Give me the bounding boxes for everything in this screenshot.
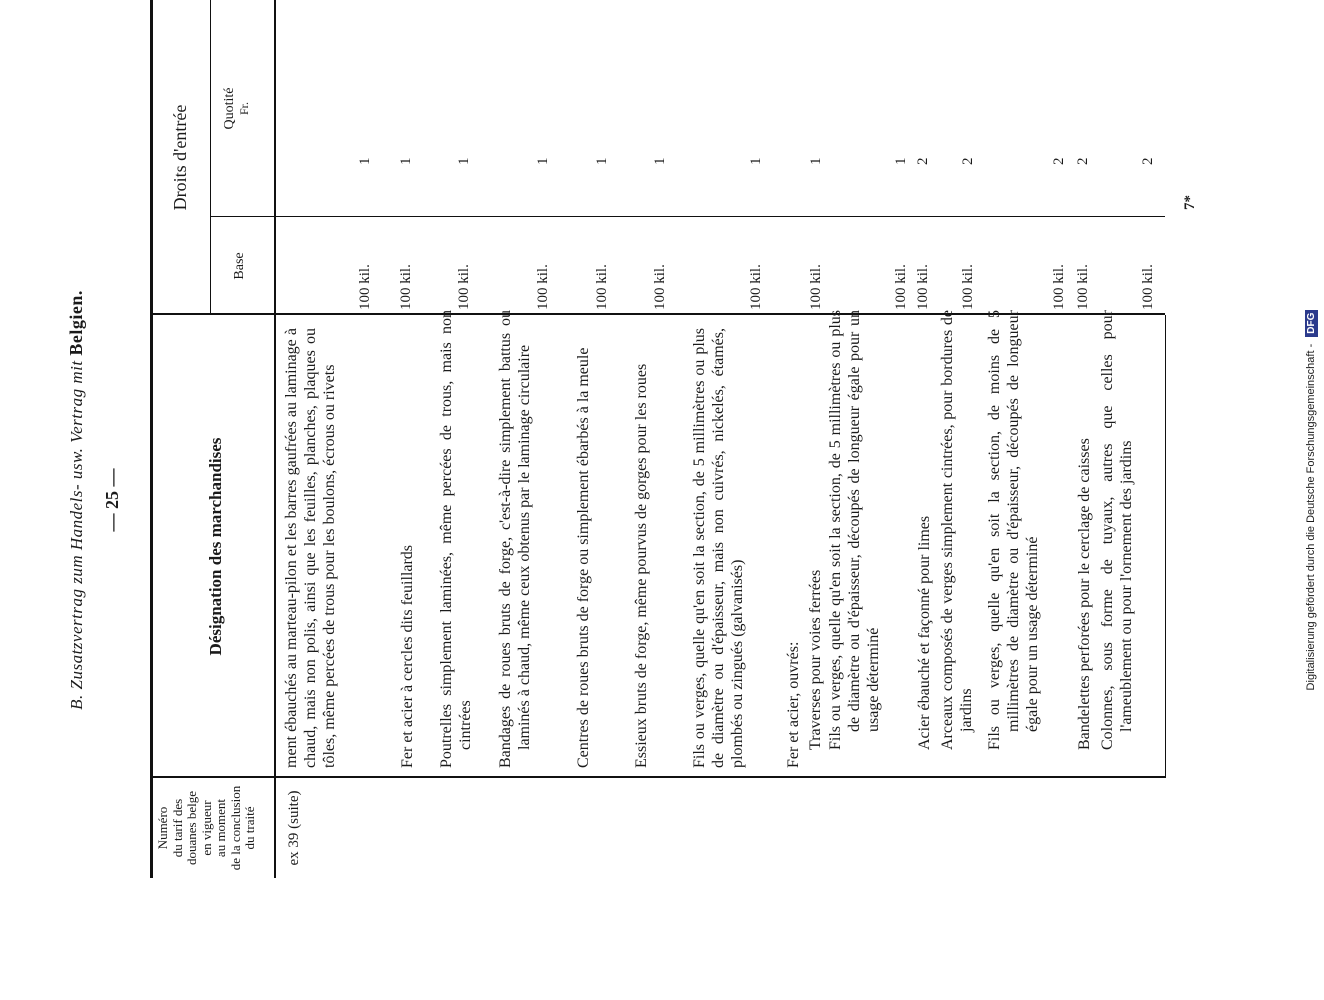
table-row-base: 100 kil. [808,264,824,310]
table-row-base: 100 kil. [1051,264,1067,310]
table-row-designation: Poutrelles simplement laminées, même percées de trous, mais non cintrées [438,310,474,768]
digitization-credit [1305,0,1318,1000]
header-line: de la conclusion [227,785,243,871]
header-line: en vigueur [198,800,214,856]
table-row-designation: Fils ou verges, quelle qu'en soit la section, de 5 millimètres ou plus de diamètre ou d'épaisseur, découpés de longueur égale pour un usage déterminé [827,310,882,750]
table-row-quotite: 2 [915,157,931,165]
table-row-base: 100 kil. [398,264,414,310]
table-row-base: 100 kil. [915,264,931,310]
table-row-base: 100 kil. [1140,264,1156,310]
table-row-base: 100 kil. [748,264,764,310]
table-row-base: 100 kil. [357,264,373,310]
table-row-base: 100 kil. [652,264,668,310]
table-row-quotite: 1 [398,157,414,165]
table-top-rule [150,0,153,878]
table-row-base: 100 kil. [893,264,909,310]
table-row-quotite: 1 [594,157,610,165]
table-row-base: 100 kil. [1075,264,1091,310]
col-divider-3 [210,216,1165,217]
quotite-label: Quotité [222,87,237,130]
tariff-column-header [156,778,258,878]
table-row-base: 100 kil. [960,264,976,310]
table-row-quotite: 1 [893,157,909,165]
table-row-quotite: 1 [535,157,551,165]
table-row-designation: Fer et acier à cercles dits feuillards [399,545,416,768]
table-row-quotite: 1 [652,157,668,165]
table-row-quotite: 1 [748,157,764,165]
table-row-quotite: 2 [1051,157,1067,165]
table-row-quotite: 1 [808,157,824,165]
running-head-text: B. Zusatzvertrag zum Handels- usw. Vertrag mit [67,360,86,710]
table-row-designation: Fils ou verges, quelle qu'en soit la section, de moins de 5 millimètres de diamètre ou d'épaisseur, découpés de longueur égale pour un usage déterminé [986,310,1041,750]
running-head [66,0,87,1000]
table-row-quotite: 1 [357,157,373,165]
table-row-designation: Fer et acier, ouvrés: [785,641,802,768]
page-number: — 25 — [102,468,122,532]
header-line: douanes belge [184,791,200,866]
table-row-base: 100 kil. [594,264,610,310]
signature-mark: 7* [1182,195,1198,210]
header-line: du tarif des [169,798,185,858]
table-row-designation: Bandelettes perforées pour le cerclage de caisses [1076,438,1093,750]
table-row-designation: Arceaux composés de verges simplement cintrées, pour bordures de jardins [939,310,975,750]
dfg-logo: DFG [1305,310,1318,337]
table-row-quotite: 2 [1075,157,1091,165]
base-header: Base [232,252,247,280]
header-line: du traité [242,806,258,850]
table-row-base: 100 kil. [535,264,551,310]
header-line: Numéro [155,806,170,850]
table-row-designation: Centres de roues bruts de forge ou simplement ébarbés à la meule [575,347,592,768]
header-bottom-rule [274,0,276,878]
designation-column-header: Désignation des marchandises [206,437,225,656]
table-row-designation: Traverses pour voies ferrées [807,569,824,750]
table-row-quotite: 2 [1140,157,1156,165]
table-row-designation: Colonnes, sous forme de tuyaux, autres que celles pour l'ameublement ou pour l'ornement des jardins [1099,310,1135,750]
duties-header-rule [210,0,211,315]
quotite-header [222,0,251,217]
table-row-designation: Acier ébauché et façonné pour limes [916,515,933,750]
table-row-base: 100 kil. [456,264,472,310]
running-head-country: Belgien. [66,290,86,356]
duties-header: Droits d'entrée [170,104,190,211]
quotite-unit: Fr. [236,102,251,116]
tariff-number: ex 39 (suite) [286,790,302,866]
table-bottom-rule [1165,315,1166,778]
table-row-designation: Bandages de roues bruts de forge, c'est-à-dire simplement battus ou laminés à chaud, même ceux obtenus par le laminage circulaire [497,310,533,768]
credit-text: Digitalisierung gefördert durch die Deutsche Forschungsgemeinschaft - [1305,343,1317,691]
table-row-designation: Fils ou verges, quelle qu'en soit la section, de 5 millimètres ou plus de diamètre ou d'épaisseur, mais non cuivrés, nickelés, étamés, plombés ou zingués (galvanisés) [691,328,746,768]
table-row-quotite: 1 [456,157,472,165]
table-row-quotite: 2 [960,157,976,165]
header-line: au moment [213,798,229,858]
table-row-designation: Essieux bruts de forge, même pourvus de gorges pour les roues [633,363,650,768]
table-row-designation: ment ébauchés au marteau-pilon et les barres gaufrées au laminage à chaud, mais non polis, ainsi que les feuilles, planches, plaques ou tôles, même percées de trous pour les boulons, écrous ou rivets [283,328,338,768]
